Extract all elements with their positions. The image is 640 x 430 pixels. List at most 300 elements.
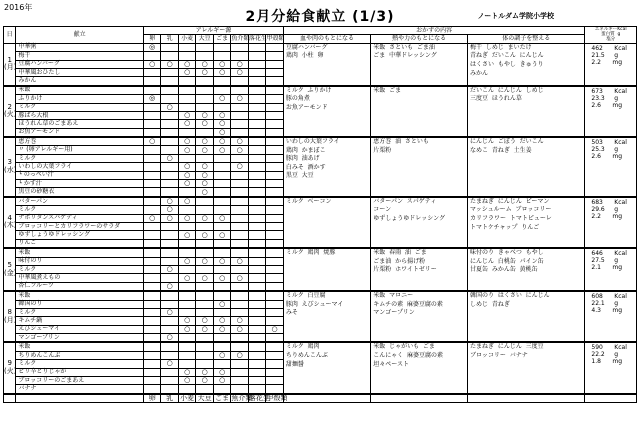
day-label: 4 (木) xyxy=(4,197,16,248)
ingredients-green: 梅干 しめじ まいたけ 青ねぎ だいこん にんじん はくさい もやし きゅうり みかん xyxy=(468,43,585,85)
menu-row xyxy=(4,137,637,146)
allergen-mark: ○ xyxy=(231,95,248,103)
allergen-mark xyxy=(161,239,178,248)
allergen-mark: ○ xyxy=(231,325,248,333)
ingredients-red: ミルク 白豆腐 豚肉 えびシューマイ みそ xyxy=(283,291,370,342)
allergen-mark: ○ xyxy=(178,197,195,206)
footer-spacer xyxy=(4,394,16,403)
allergen-mark: ○ xyxy=(178,317,195,325)
allergen-mark: ○ xyxy=(196,146,213,154)
allergen-mark xyxy=(213,342,230,351)
allergen-mark xyxy=(248,325,265,333)
allergen-mark xyxy=(231,77,248,86)
allergen-mark xyxy=(143,222,160,230)
allergen-mark: ○ xyxy=(143,60,160,68)
dish-name: 韓国のり xyxy=(16,300,144,308)
allergen-mark xyxy=(196,197,213,206)
ingredients-green: 味付のり きゃべつ もやし にんじん 白桃缶 パイン缶 甘夏缶 みかん缶 黄桃缶 xyxy=(468,248,585,291)
allergen-mark xyxy=(248,351,265,359)
allergen-mark xyxy=(143,154,160,162)
nutrition-values: 608 Kcal 22.1 g 4.3 mg xyxy=(585,291,637,342)
allergen-mark xyxy=(161,163,178,171)
header-menu: 献立 xyxy=(16,27,144,44)
allergen-mark xyxy=(143,86,160,95)
header-allergy: アレルギー源 xyxy=(143,27,283,35)
allergen-mark xyxy=(231,103,248,111)
allergen-mark xyxy=(161,291,178,300)
allergen-mark xyxy=(143,334,160,343)
day-label: 2 (火) xyxy=(4,86,16,137)
allergen-mark xyxy=(196,300,213,308)
allergen-mark xyxy=(266,197,283,206)
allergen-mark xyxy=(161,377,178,385)
allergen-mark xyxy=(196,222,213,230)
menu-table xyxy=(3,26,637,403)
allergen-mark xyxy=(248,377,265,385)
dish-name: ふりかけ xyxy=(16,95,144,103)
allergen-mark: ○ xyxy=(213,214,230,222)
allergen-mark xyxy=(161,120,178,128)
allergen-mark: ○ xyxy=(143,214,160,222)
allergen-mark: ○ xyxy=(196,60,213,68)
ingredients-red: ミルク 鶏肉 焼豚 xyxy=(283,248,370,291)
allergen-mark xyxy=(143,171,160,179)
allergen-mark xyxy=(161,222,178,230)
allergen-mark xyxy=(248,257,265,265)
allergen-mark xyxy=(196,128,213,137)
allergen-mark xyxy=(266,222,283,230)
allergen-mark xyxy=(143,188,160,197)
allergen-mark xyxy=(178,43,195,51)
header-allergen: 魚介類 xyxy=(231,35,250,43)
allergen-mark: ○ xyxy=(213,111,230,119)
allergen-mark xyxy=(248,231,265,239)
menu-row xyxy=(4,248,637,257)
allergen-mark: ○ xyxy=(231,68,248,76)
allergen-mark xyxy=(143,317,160,325)
allergen-mark xyxy=(231,248,248,257)
allergen-mark xyxy=(143,52,160,60)
nutrition-values: 462 Kcal 21.5 g 2.2 mg xyxy=(585,43,637,85)
ingredients-green: 韓国のり はくさい にんじん しめじ 青ねぎ xyxy=(468,291,585,342)
allergen-mark xyxy=(266,77,283,86)
footer-spacer xyxy=(468,394,585,403)
dish-name: 〃 (卵アレルギー用) xyxy=(16,146,144,154)
dish-name: ちりめんこんぶ xyxy=(16,351,144,359)
footer-allergen: 落花生 xyxy=(248,393,270,402)
allergen-mark xyxy=(231,180,248,188)
allergen-mark: ○ xyxy=(213,120,230,128)
dish-name: └ のっぺい汁 xyxy=(16,171,144,179)
allergen-mark xyxy=(196,77,213,86)
allergen-mark xyxy=(161,368,178,376)
allergen-mark xyxy=(231,128,248,137)
allergen-mark: ○ xyxy=(213,300,230,308)
allergen-mark xyxy=(178,291,195,300)
allergen-mark: ○ xyxy=(161,60,178,68)
allergen-mark xyxy=(143,257,160,265)
allergen-mark xyxy=(231,111,248,119)
allergen-mark xyxy=(143,342,160,351)
allergen-mark xyxy=(248,146,265,154)
allergen-mark xyxy=(266,300,283,308)
allergen-mark xyxy=(266,291,283,300)
menu-row xyxy=(4,43,637,51)
allergen-mark xyxy=(196,43,213,51)
allergen-mark xyxy=(266,282,283,291)
allergen-mark xyxy=(266,351,283,359)
ingredients-red: いわしの大葉フライ 鶏肉 かまぼこ 豚肉 油あげ 白みそ 酒かす 黒豆 大豆 xyxy=(283,137,370,197)
allergen-mark xyxy=(178,265,195,273)
allergen-mark xyxy=(143,163,160,171)
allergen-mark xyxy=(196,334,213,343)
allergen-mark xyxy=(231,282,248,291)
allergen-mark: ○ xyxy=(213,351,230,359)
allergen-mark xyxy=(143,265,160,273)
allergen-mark xyxy=(213,52,230,60)
allergen-mark xyxy=(213,291,230,300)
allergen-mark xyxy=(266,214,283,222)
allergen-mark: ○ xyxy=(213,128,230,137)
allergen-mark: ○ xyxy=(231,146,248,154)
ingredients-red: 豆腐ハンバーグ 鶏肉 小柱 卵 xyxy=(283,43,370,85)
allergen-mark: ○ xyxy=(161,197,178,206)
allergen-mark xyxy=(178,342,195,351)
allergen-mark xyxy=(248,274,265,282)
dish-name: ミルク xyxy=(16,154,144,162)
allergen-mark xyxy=(231,334,248,343)
allergen-mark xyxy=(178,222,195,230)
allergen-mark xyxy=(161,317,178,325)
allergen-mark xyxy=(161,385,178,394)
allergen-mark xyxy=(161,95,178,103)
header-green: 体の調子を整える xyxy=(468,35,585,43)
allergen-mark xyxy=(143,248,160,257)
dish-name: ミルク xyxy=(16,308,144,316)
ingredients-green: たまねぎ にんじん 三度豆 ブロッコリー バナナ xyxy=(468,342,585,393)
allergen-mark: ○ xyxy=(196,377,213,385)
allergen-mark xyxy=(248,111,265,119)
allergen-mark xyxy=(266,163,283,171)
allergen-mark: ○ xyxy=(161,103,178,111)
allergen-mark: ○ xyxy=(196,257,213,265)
allergen-mark: ○ xyxy=(196,317,213,325)
allergen-mark xyxy=(178,282,195,291)
allergen-mark xyxy=(248,180,265,188)
allergen-mark xyxy=(196,52,213,60)
allergen-mark xyxy=(266,111,283,119)
allergen-mark xyxy=(143,368,160,376)
allergen-mark: ○ xyxy=(213,231,230,239)
allergen-mark: ○ xyxy=(196,274,213,282)
allergen-mark: ○ xyxy=(213,146,230,154)
allergen-mark xyxy=(248,52,265,60)
allergen-mark xyxy=(161,274,178,282)
dish-name: 中華風煮えもの xyxy=(16,274,144,282)
allergen-mark: ○ xyxy=(231,60,248,68)
allergen-mark xyxy=(248,137,265,146)
allergen-mark xyxy=(143,308,160,316)
allergen-mark xyxy=(231,120,248,128)
allergen-mark xyxy=(266,377,283,385)
allergen-mark xyxy=(266,274,283,282)
allergen-mark: ○ xyxy=(213,274,230,282)
allergen-mark xyxy=(213,86,230,95)
menu-row xyxy=(4,86,637,95)
allergen-mark: ○ xyxy=(196,325,213,333)
allergen-mark xyxy=(248,265,265,273)
footer-allergen: 甲殻類 xyxy=(266,393,288,402)
dish-name: ほうれん草のごまあえ xyxy=(16,120,144,128)
allergen-mark: ○ xyxy=(178,257,195,265)
allergen-mark xyxy=(248,248,265,257)
allergen-mark xyxy=(213,163,230,171)
allergen-mark xyxy=(161,68,178,76)
footer-allergen: 大豆 xyxy=(197,393,212,402)
allergen-mark: ○ xyxy=(161,334,178,343)
allergen-mark: ○ xyxy=(231,257,248,265)
allergen-mark: ◎ xyxy=(143,43,160,51)
allergen-mark xyxy=(231,368,248,376)
allergen-mark xyxy=(266,171,283,179)
footer-spacer xyxy=(585,394,637,403)
allergen-mark xyxy=(143,146,160,154)
allergen-mark xyxy=(266,52,283,60)
allergen-mark xyxy=(178,128,195,137)
allergen-mark xyxy=(248,86,265,95)
allergen-mark xyxy=(196,360,213,368)
allergen-mark xyxy=(248,163,265,171)
allergen-mark xyxy=(161,77,178,86)
allergen-mark xyxy=(213,265,230,273)
header-day: 日 xyxy=(4,27,16,44)
allergen-mark xyxy=(196,206,213,214)
allergen-mark xyxy=(231,231,248,239)
allergen-mark xyxy=(266,68,283,76)
allergen-mark xyxy=(231,52,248,60)
allergen-mark: ○ xyxy=(213,368,230,376)
ingredients-green: たまねぎ にんじん ピーマン マッシュルーム ブロッコリー カリフラワー トマトピューレ トマトケチャップ りんご xyxy=(468,197,585,248)
allergen-mark xyxy=(143,300,160,308)
allergen-mark xyxy=(231,86,248,95)
allergen-mark: ○ xyxy=(231,274,248,282)
allergen-mark xyxy=(248,188,265,197)
allergen-mark: ○ xyxy=(231,163,248,171)
allergen-mark: ○ xyxy=(178,368,195,376)
allergen-mark: ○ xyxy=(196,171,213,179)
allergen-mark: ○ xyxy=(178,377,195,385)
allergen-mark xyxy=(143,103,160,111)
dish-name: バターパン xyxy=(16,197,144,206)
ingredients-yellow: 米飯 春雨 油 ごま ごま油 から揚げ粉 片栗粉 ホワイトゼリー xyxy=(371,248,468,291)
allergen-mark xyxy=(213,334,230,343)
allergen-mark xyxy=(213,154,230,162)
ingredients-red: ミルク 鶏肉 ちりめんこんぶ 甜麺醤 xyxy=(283,342,370,393)
allergen-mark: ○ xyxy=(161,265,178,273)
allergen-mark xyxy=(143,128,160,137)
nutrition-values: 503 Kcal 25.3 g 2.6 mg xyxy=(585,137,637,197)
dish-name: 豚ばら大根 xyxy=(16,111,144,119)
allergen-mark: ○ xyxy=(196,180,213,188)
allergen-mark xyxy=(143,68,160,76)
allergen-mark xyxy=(143,377,160,385)
allergen-mark xyxy=(266,188,283,197)
allergen-mark xyxy=(266,60,283,68)
allergen-mark xyxy=(161,180,178,188)
header-red: 血や肉のもとになる xyxy=(283,35,370,43)
dish-name: ナポリタンスパゲティ xyxy=(16,214,144,222)
allergen-mark xyxy=(196,282,213,291)
allergen-mark xyxy=(178,95,195,103)
dish-name: ミルク xyxy=(16,360,144,368)
allergen-mark xyxy=(231,239,248,248)
allergen-mark: ○ xyxy=(161,206,178,214)
header-allergen: 卵 xyxy=(143,35,160,43)
page-title: 2月分給食献立 (1/3) xyxy=(245,9,395,25)
allergen-mark xyxy=(143,180,160,188)
allergen-mark xyxy=(248,60,265,68)
header-allergen: 落花生 xyxy=(248,35,267,43)
header-allergen: ごま xyxy=(213,35,230,43)
allergen-mark xyxy=(161,137,178,146)
header-allergen: 大豆 xyxy=(196,35,213,43)
allergen-mark xyxy=(178,300,195,308)
allergen-mark: ○ xyxy=(178,214,195,222)
allergen-mark xyxy=(248,282,265,291)
allergen-mark: ○ xyxy=(178,231,195,239)
dish-name: 中華風おひたし xyxy=(16,68,144,76)
allergen-mark: ○ xyxy=(178,111,195,119)
ingredients-yellow: 米飯 さといも ごま油 ごま 中華ドレッシング xyxy=(371,43,468,85)
dish-name: えびシューマイ xyxy=(16,325,144,333)
allergen-mark: ○ xyxy=(213,377,230,385)
allergen-mark xyxy=(213,77,230,86)
allergen-mark xyxy=(266,342,283,351)
allergen-mark xyxy=(266,308,283,316)
footer-allergen: 小麦 xyxy=(180,393,195,402)
allergen-mark xyxy=(231,360,248,368)
allergen-mark xyxy=(143,274,160,282)
allergen-mark: ○ xyxy=(161,308,178,316)
allergen-mark: ○ xyxy=(213,257,230,265)
dish-name: 米飯 xyxy=(16,291,144,300)
menu-row xyxy=(4,197,637,206)
allergen-mark xyxy=(248,291,265,300)
allergen-mark xyxy=(161,128,178,137)
day-label: 8 (月) xyxy=(4,291,16,342)
footer-spacer xyxy=(371,394,468,403)
ingredients-yellow: 恵方巻 油 さといも 片栗粉 xyxy=(371,137,468,197)
allergen-mark: ○ xyxy=(196,120,213,128)
allergen-mark xyxy=(266,43,283,51)
menu-row xyxy=(4,291,637,300)
allergen-mark: ○ xyxy=(161,282,178,291)
allergen-mark: ○ xyxy=(178,120,195,128)
header-ingredients: おかずの内容 xyxy=(283,27,585,35)
day-label: 3 (水) xyxy=(4,137,16,197)
allergen-mark: ○ xyxy=(213,137,230,146)
allergen-mark xyxy=(248,103,265,111)
allergen-mark: ○ xyxy=(196,188,213,197)
allergen-mark xyxy=(248,154,265,162)
allergen-mark xyxy=(248,68,265,76)
allergen-mark xyxy=(143,351,160,359)
allergen-mark xyxy=(231,188,248,197)
allergen-mark: ○ xyxy=(161,154,178,162)
dish-name: 味付のり xyxy=(16,257,144,265)
allergen-mark: ○ xyxy=(266,325,283,333)
allergen-mark xyxy=(248,197,265,206)
allergen-mark xyxy=(248,43,265,51)
nutrition-values: 673 Kcal 23.3 g 2.6 mg xyxy=(585,86,637,137)
allergen-mark xyxy=(266,334,283,343)
allergen-mark: ○ xyxy=(178,68,195,76)
allergen-mark xyxy=(231,222,248,230)
allergen-mark xyxy=(196,239,213,248)
dish-name: バナナ xyxy=(16,385,144,394)
allergen-mark xyxy=(143,360,160,368)
ingredients-yellow: 米飯 じゃがいも ごま こんにゃく 麻婆豆腐の素 坦々ペースト xyxy=(371,342,468,393)
allergen-mark xyxy=(213,385,230,394)
allergen-mark xyxy=(248,95,265,103)
allergen-mark xyxy=(248,342,265,351)
allergen-mark xyxy=(196,291,213,300)
allergen-mark xyxy=(266,317,283,325)
dish-name: ブロッコリーのごまあえ xyxy=(16,377,144,385)
ingredients-green: だいこん にんじん しめじ 三度豆 ほうれん草 xyxy=(468,86,585,137)
dish-name: ピリ辛とりじゃが xyxy=(16,368,144,376)
allergen-mark xyxy=(248,317,265,325)
allergen-mark: ○ xyxy=(178,325,195,333)
allergen-mark xyxy=(178,334,195,343)
allergen-mark xyxy=(196,265,213,273)
dish-name: └ かす汁 xyxy=(16,180,144,188)
allergen-mark: ○ xyxy=(231,137,248,146)
allergen-mark xyxy=(266,154,283,162)
allergen-mark xyxy=(248,171,265,179)
dish-name: 黒豆の砂糖衣 xyxy=(16,188,144,197)
footer-allergen: 卵 xyxy=(143,394,160,403)
allergen-mark xyxy=(213,180,230,188)
allergen-mark xyxy=(266,206,283,214)
header-allergen: 小麦 xyxy=(178,35,195,43)
allergen-mark xyxy=(196,248,213,257)
allergen-mark: ○ xyxy=(213,95,230,103)
allergen-mark xyxy=(248,360,265,368)
allergen-mark xyxy=(196,351,213,359)
ingredients-yellow: バターパン スパゲティ コーン ゆずしょうゆドレッシング xyxy=(371,197,468,248)
allergen-mark xyxy=(143,282,160,291)
allergen-mark xyxy=(248,77,265,86)
allergen-mark: ○ xyxy=(178,274,195,282)
allergen-mark xyxy=(248,120,265,128)
allergen-mark xyxy=(231,300,248,308)
allergen-mark: ○ xyxy=(213,68,230,76)
allergen-mark xyxy=(231,377,248,385)
day-label: 9 (火) xyxy=(4,342,16,393)
year-label: 2016年 xyxy=(4,3,33,12)
dish-name: ゆずしょうゆドレッシング xyxy=(16,231,144,239)
allergen-mark xyxy=(231,206,248,214)
allergen-mark xyxy=(178,385,195,394)
allergen-mark: ○ xyxy=(196,231,213,239)
allergen-mark xyxy=(178,248,195,257)
allergen-mark xyxy=(231,197,248,206)
day-label: 1 (月) xyxy=(4,43,16,85)
ingredients-yellow: 米飯 マロニー キムチの素 麻婆豆腐の素 マンゴープリン xyxy=(371,291,468,342)
dish-name: 米飯 xyxy=(16,248,144,257)
allergen-mark xyxy=(248,206,265,214)
